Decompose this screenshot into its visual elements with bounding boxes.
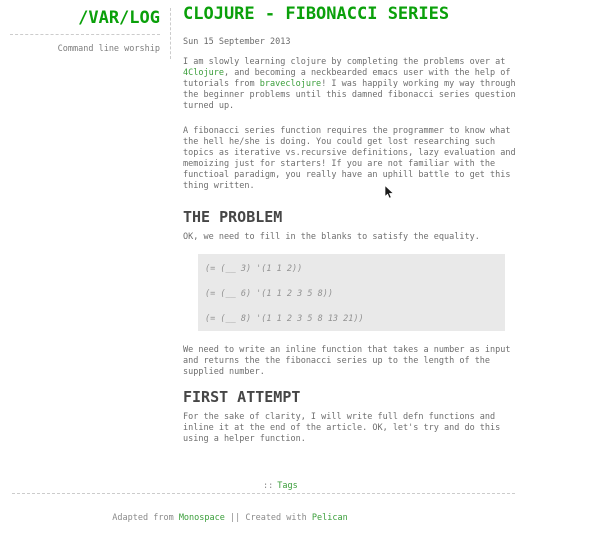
second-paragraph: A fibonacci series function requires the programmer to know what the hell he/she is doing. You could get lost researching such topics as iterative vs.recursive definitions, lazy evaluation and memoizing just for starters! If you are not familiar with the functioal paradigm, you really have an uphill battle to get this thing written. <box>183 126 516 191</box>
article <box>183 4 517 492</box>
article-date: Sun 15 September 2013 <box>183 37 291 47</box>
problem-intro-paragraph: OK, we need to fill in the blanks to satisfy the equality. <box>183 232 480 242</box>
link-braveclojure[interactable]: braveclojure <box>259 79 322 89</box>
header-vertical-divider <box>170 8 171 59</box>
problem-explanation-paragraph: We need to write an inline function that takes a number as input and returns the the fibonacci series up to the length of the supplied number. <box>183 345 511 377</box>
first-attempt-paragraph: For the sake of clarity, I will write full defn functions and inline it at the end of the article. OK, let's try and do this using a helper function. <box>183 412 501 444</box>
intro-text-3: ! I was happily working my way through the beginner problems until this damned fibonacci series question turned up. <box>183 79 516 111</box>
footer-link-pelican[interactable]: Pelican <box>311 513 348 523</box>
code-line: (= (__ 6) '(1 1 2 3 5 8)) <box>205 289 333 299</box>
footer-link-monospace[interactable]: Monospace <box>178 513 225 523</box>
code-line: (= (__ 3) '(1 1 2)) <box>205 264 303 274</box>
link-4clojure[interactable]: 4Clojure <box>183 68 224 78</box>
code-line: (= (__ 8) '(1 1 2 3 5 8 13 21)) <box>205 314 364 324</box>
footer-text-1: Adapted from <box>112 513 179 523</box>
sidebar-divider <box>10 34 160 35</box>
footer-divider <box>12 493 515 494</box>
intro-text-1: I am slowly learning clojure by completing the problems over at <box>183 57 506 67</box>
tags-separator: :: <box>263 481 274 491</box>
intro-paragraph <box>183 57 517 112</box>
code-block <box>198 254 505 331</box>
article-title: CLOJURE - FIBONACCI SERIES <box>183 4 450 24</box>
footer-text-2: || Created with <box>224 513 312 523</box>
section-heading-first-attempt: FIRST ATTEMPT <box>183 388 301 406</box>
site-tagline: Command line worship <box>57 44 160 54</box>
intro-text-2: , and becoming a neckbearded emacs user with the help of tutorials from <box>183 68 511 89</box>
footer <box>0 513 460 524</box>
mouse-cursor-icon <box>384 185 395 204</box>
section-heading-the-problem: THE PROBLEM <box>183 208 283 226</box>
site-title[interactable]: /VAR/LOG <box>78 8 160 28</box>
tags-link[interactable]: Tags <box>277 481 298 491</box>
tags-line <box>183 481 517 492</box>
sidebar <box>0 8 160 55</box>
